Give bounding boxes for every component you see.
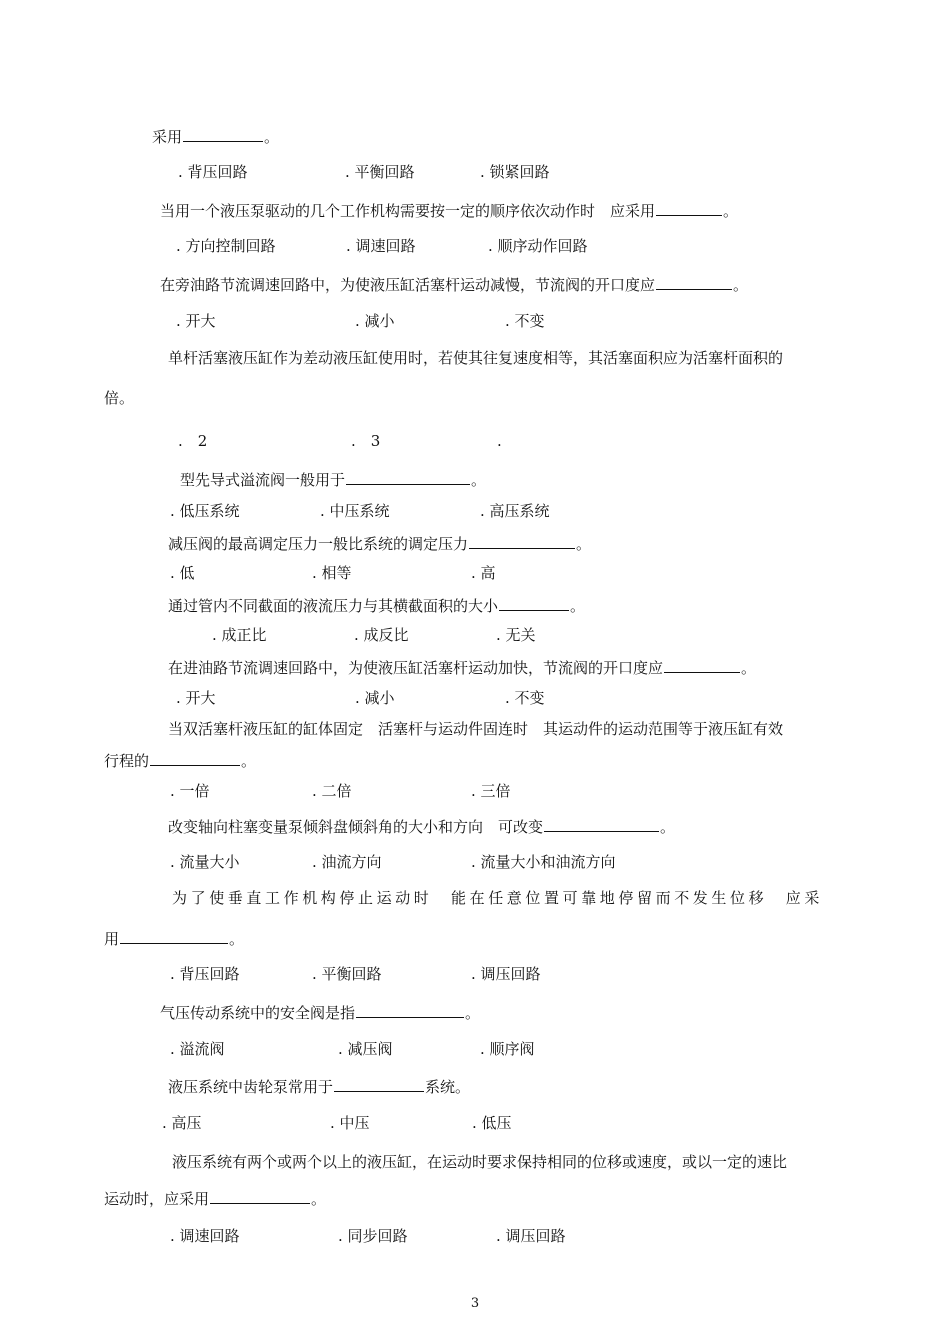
option-c[interactable]: . 低压 [472, 1114, 512, 1132]
option-c[interactable]: . 不变 [505, 312, 545, 330]
option-b[interactable]: . 3 [351, 432, 381, 450]
option-c[interactable]: . 不变 [505, 689, 545, 707]
option-a[interactable]: . 背压回路 [178, 163, 248, 181]
question-13-stem: 液压系统中齿轮泵常用于 系统。 [168, 1078, 471, 1096]
option-b[interactable]: . 平衡回路 [345, 163, 415, 181]
question-2-stem: 当用一个液压泵驱动的几个工作机构需要按一定的顺序依次动作时 应采用 。 [160, 202, 739, 220]
option-b[interactable]: . 二倍 [312, 782, 352, 800]
answer-blank[interactable] [544, 816, 659, 832]
option-c[interactable]: . 顺序阀 [480, 1040, 535, 1058]
question-4-stem-line2: 倍。 [104, 389, 135, 407]
option-a[interactable]: . 2 [178, 432, 208, 450]
option-b[interactable]: . 平衡回路 [312, 965, 382, 983]
question-6-stem: 减压阀的最高调定压力一般比系统的调定压力 。 [168, 535, 592, 553]
question-11-stem-line2: 用 。 [104, 930, 245, 948]
option-a[interactable]: . 开大 [176, 312, 216, 330]
option-a[interactable]: . 流量大小 [170, 853, 240, 871]
question-1-stem: 采用 。 [152, 128, 280, 146]
page-number: 3 [470, 1296, 480, 1311]
question-9-stem-line1: 当双活塞杆液压缸的缸体固定 活塞杆与运动件固连时 其运动件的运动范围等于液压缸有效 [168, 720, 784, 738]
option-a[interactable]: . 成正比 [212, 626, 267, 644]
option-a[interactable]: . 一倍 [170, 782, 210, 800]
question-9-stem-line2: 行程的 。 [104, 752, 257, 770]
question-4-stem-line1: 单杆活塞液压缸作为差动液压缸使用时，若使其往复速度相等，其活塞面积应为活塞杆面积的 [168, 349, 784, 367]
option-c[interactable]: . 顺序动作回路 [488, 237, 588, 255]
question-12-stem: 气压传动系统中的安全阀是指 。 [160, 1004, 481, 1022]
answer-blank[interactable] [656, 200, 722, 216]
answer-blank[interactable] [334, 1076, 424, 1092]
question-3-stem: 在旁油路节流调速回路中，为使液压缸活塞杆运动减慢，节流阀的开口度应 。 [160, 276, 749, 294]
option-c[interactable]: . 调压回路 [471, 965, 541, 983]
answer-blank[interactable] [120, 928, 228, 944]
option-b[interactable]: . 成反比 [354, 626, 409, 644]
option-b[interactable]: . 中压 [330, 1114, 370, 1132]
option-c[interactable]: . 调压回路 [496, 1227, 566, 1245]
option-c[interactable]: . 锁紧回路 [480, 163, 550, 181]
option-b[interactable]: . 减压阀 [338, 1040, 393, 1058]
option-c[interactable]: . 流量大小和油流方向 [471, 853, 616, 871]
option-c[interactable]: . 无关 [496, 626, 536, 644]
question-10-stem: 改变轴向柱塞变量泵倾斜盘倾斜角的大小和方向 可改变 。 [168, 818, 676, 836]
question-11-stem-line1: 为了使垂直工作机构停止运动时 能在任意位置可靠地停留而不发生位移 应采 [172, 889, 824, 907]
question-5-stem: 型先导式溢流阀一般用于 。 [180, 471, 487, 489]
option-b[interactable]: . 相等 [312, 564, 352, 582]
option-b[interactable]: . 减小 [355, 689, 395, 707]
answer-blank[interactable] [664, 657, 740, 673]
answer-blank[interactable] [499, 595, 569, 611]
option-b[interactable]: . 调速回路 [346, 237, 416, 255]
option-c[interactable]: . [497, 432, 502, 450]
option-a[interactable]: . 溢流阀 [170, 1040, 225, 1058]
option-b[interactable]: . 同步回路 [338, 1227, 408, 1245]
option-a[interactable]: . 方向控制回路 [176, 237, 276, 255]
option-b[interactable]: . 中压系统 [320, 502, 390, 520]
option-a[interactable]: . 开大 [176, 689, 216, 707]
answer-blank[interactable] [656, 274, 732, 290]
option-a[interactable]: . 高压 [162, 1114, 202, 1132]
option-b[interactable]: . 油流方向 [312, 853, 382, 871]
option-c[interactable]: . 三倍 [471, 782, 511, 800]
answer-blank[interactable] [150, 750, 240, 766]
option-a[interactable]: . 背压回路 [170, 965, 240, 983]
question-14-stem-line2: 运动时，应采用 。 [104, 1190, 327, 1208]
question-14-stem-line1: 液压系统有两个或两个以上的液压缸，在运动时要求保持相同的位移或速度，或以一定的速比 [172, 1153, 788, 1171]
option-c[interactable]: . 高压系统 [480, 502, 550, 520]
question-7-stem: 通过管内不同截面的液流压力与其横截面积的大小 。 [168, 597, 586, 615]
question-8-stem: 在进油路节流调速回路中，为使液压缸活塞杆运动加快，节流阀的开口度应 。 [168, 659, 757, 677]
answer-blank[interactable] [356, 1002, 464, 1018]
answer-blank[interactable] [346, 469, 470, 485]
option-b[interactable]: . 减小 [355, 312, 395, 330]
option-a[interactable]: . 低 [170, 564, 195, 582]
option-a[interactable]: . 调速回路 [170, 1227, 240, 1245]
option-a[interactable]: . 低压系统 [170, 502, 240, 520]
answer-blank[interactable] [210, 1188, 310, 1204]
answer-blank[interactable] [183, 126, 263, 142]
option-c[interactable]: . 高 [471, 564, 496, 582]
answer-blank[interactable] [469, 533, 575, 549]
